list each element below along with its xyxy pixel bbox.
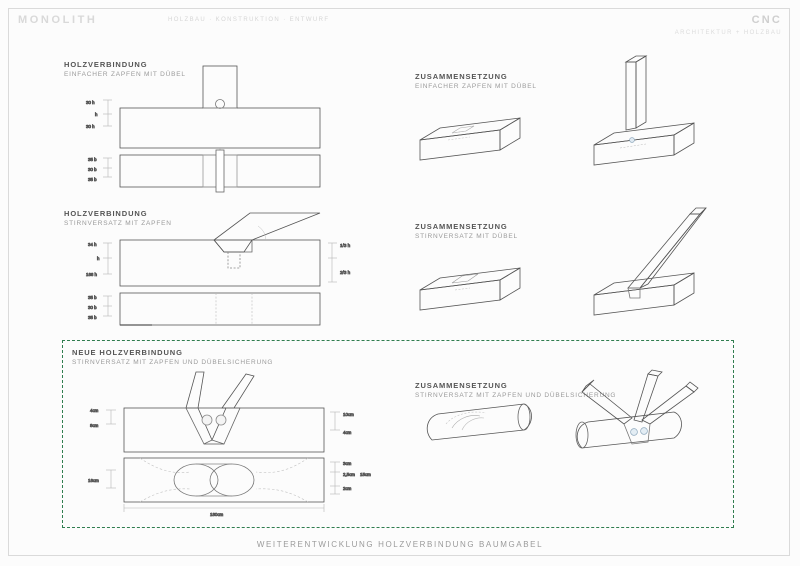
drawing-block2-assembly-right <box>594 208 706 315</box>
block-3-assembly-subtitle: STIRNVERSATZ MIT ZAPFEN UND DÜBELSICHERUNG <box>415 392 617 399</box>
dims-block2-elevation <box>103 243 337 282</box>
dim-block2-f: 35 b <box>88 315 97 320</box>
drawing-block1-assembly-left <box>420 118 520 160</box>
dim-block2-e: 30 b <box>88 305 97 310</box>
dim-block2-c: 166 h <box>86 272 97 277</box>
block-1-assembly-title: ZUSAMMENSETZUNG <box>415 72 508 81</box>
block-2-section-subtitle: STIRNVERSATZ MIT ZAPFEN <box>64 220 172 227</box>
header-subtitle-right: ARCHITEKTUR + HOLZBAU <box>674 30 782 36</box>
dim-block1-d: 35 b <box>88 157 97 162</box>
logo-right: CNC <box>751 14 782 26</box>
dim-block2-h: 2/3 h <box>340 270 351 275</box>
drawing-block3-plan <box>124 458 324 502</box>
dims-block2-plan <box>103 296 112 316</box>
block-3-section-subtitle: STIRNVERSATZ MIT ZAPFEN UND DÜBELSICHERUNG <box>72 359 274 366</box>
dim-block2-g: 1/3 h <box>340 243 351 248</box>
drawing-block3-elevation <box>124 372 324 452</box>
dim-block3-a: 4cm <box>90 408 99 413</box>
block-3-section-title: NEUE HOLZVERBINDUNG <box>72 348 183 357</box>
dim-block1-f: 35 b <box>88 177 97 182</box>
dim-block3-c: 10cm <box>343 412 354 417</box>
footer-caption: WEITERENTWICKLUNG HOLZVERBINDUNG BAUMGABEL <box>256 540 544 549</box>
block-3-assembly-title: ZUSAMMENSETZUNG <box>415 381 508 390</box>
dim-block3-i: 2cm <box>343 486 352 491</box>
block-1-assembly-subtitle: EINFACHER ZAPFEN MIT DÜBEL <box>415 83 537 90</box>
dim-block2-a: 34 h <box>88 242 97 247</box>
drawing-block2-plan <box>120 293 320 325</box>
dim-block3-f: 3cm <box>343 461 352 466</box>
block-2-assembly-subtitle: STIRNVERSATZ MIT DÜBEL <box>415 233 518 240</box>
drawing-block2-elevation <box>120 213 320 286</box>
dim-block2-d: 35 b <box>88 295 97 300</box>
dim-block3-b: 8cm <box>90 423 99 428</box>
dim-block1-a: 30 h <box>86 100 95 105</box>
block-1-section-title: HOLZVERBINDUNG <box>64 60 148 69</box>
header-subtitle-left: HOLZBAU · KONSTRUKTION · ENTWURF <box>168 17 330 23</box>
dims-block1-elevation <box>103 100 112 126</box>
dim-block2-b: h <box>97 256 100 261</box>
dim-block1-e: 30 b <box>88 167 97 172</box>
dims-block3-plan <box>106 462 340 512</box>
drawing-block1-assembly-right <box>594 56 694 165</box>
drawing-block1-plan <box>120 150 320 192</box>
dim-block3-g: 2,5cm <box>343 472 355 477</box>
block-2-section-title: HOLZVERBINDUNG <box>64 209 148 218</box>
drawing-block1-elevation <box>120 66 320 153</box>
logo-left: MONOLITH <box>18 14 98 26</box>
drawing-block3-assembly-left <box>427 404 531 440</box>
dim-block3-d: 4cm <box>343 430 352 435</box>
block-2-assembly-title: ZUSAMMENSETZUNG <box>415 222 508 231</box>
dim-block3-h: 15cm <box>360 472 371 477</box>
drawing-block3-assembly-right <box>576 370 698 448</box>
dim-block1-c: 30 h <box>86 124 95 129</box>
dims-block1-plan <box>103 158 112 177</box>
block-1-section-subtitle: EINFACHER ZAPFEN MIT DÜBEL <box>64 71 186 78</box>
drawing-block2-assembly-left <box>420 268 520 310</box>
dim-block1-b: h <box>95 112 98 117</box>
dim-block3-e: 16cm <box>88 478 99 483</box>
dim-block3-j: 180cm <box>210 512 224 517</box>
